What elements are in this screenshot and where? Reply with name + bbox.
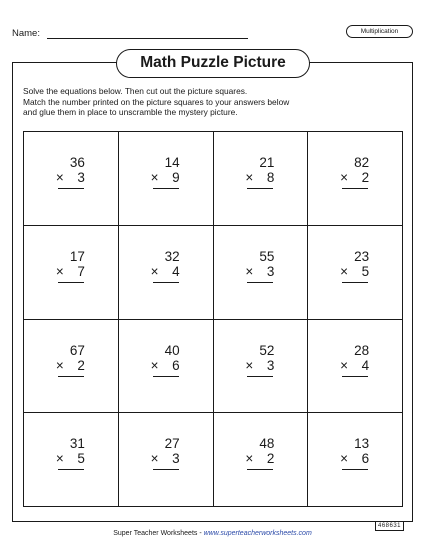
- multiplier: 5: [361, 263, 370, 279]
- puzzle-square: [214, 320, 309, 414]
- answer-line: [247, 469, 273, 470]
- multiplier: 6: [172, 357, 180, 373]
- worksheet-code: 468631: [375, 521, 404, 531]
- puzzle-square: [308, 132, 403, 226]
- multiplier: 3: [266, 357, 275, 373]
- times-sign: ×: [340, 170, 349, 185]
- page-title: Math Puzzle Picture: [116, 49, 310, 78]
- answer-line: [58, 376, 84, 377]
- multiplicand: 40: [164, 342, 180, 358]
- puzzle-square: [308, 320, 403, 414]
- subject-badge: Multiplication: [346, 25, 413, 38]
- multiplier-row: [340, 170, 370, 185]
- multiplier-row: [151, 358, 181, 373]
- multiplicand: 82: [354, 155, 370, 170]
- instructions: [23, 86, 403, 118]
- multiplier-row: [151, 264, 181, 279]
- multiplication-problem: [245, 155, 275, 189]
- times-sign: ×: [340, 451, 349, 467]
- multiplier-row: [340, 264, 370, 279]
- puzzle-square: [214, 226, 309, 320]
- multiplier-row: [245, 170, 275, 185]
- multiplier-row: [56, 170, 86, 185]
- multiplication-problem: [340, 436, 370, 470]
- times-sign: ×: [340, 357, 349, 373]
- answer-line: [58, 188, 84, 189]
- multiplicand: 14: [164, 155, 180, 170]
- answer-line: [247, 376, 273, 377]
- multiplier: 3: [77, 170, 85, 185]
- times-sign: ×: [55, 451, 64, 467]
- puzzle-square: [24, 413, 119, 507]
- problem-grid: [23, 131, 403, 507]
- puzzle-square: [119, 320, 214, 414]
- puzzle-square: [214, 132, 309, 226]
- multiplication-problem: [340, 343, 370, 377]
- times-sign: ×: [150, 357, 159, 373]
- multiplication-problem: [245, 249, 275, 283]
- times-sign: ×: [150, 170, 159, 185]
- multiplier-row: [340, 358, 370, 373]
- name-line: [47, 38, 248, 39]
- times-sign: ×: [55, 263, 64, 279]
- answer-line: [153, 469, 179, 470]
- puzzle-square: [214, 413, 309, 507]
- puzzle-square: [308, 226, 403, 320]
- multiplier: 2: [266, 451, 275, 467]
- multiplicand: 55: [259, 248, 275, 264]
- multiplier: 5: [77, 451, 85, 467]
- answer-line: [153, 376, 179, 377]
- multiplicand: 17: [69, 248, 85, 264]
- answer-line: [342, 469, 368, 470]
- times-sign: ×: [340, 263, 349, 279]
- answer-line: [247, 188, 273, 189]
- answer-line: [58, 282, 84, 283]
- multiplier-row: [56, 451, 86, 466]
- multiplier: 3: [172, 451, 180, 467]
- multiplication-problem: [340, 155, 370, 189]
- multiplicand: 48: [259, 436, 275, 452]
- multiplication-problem: [245, 343, 275, 377]
- answer-line: [342, 376, 368, 377]
- puzzle-square: [308, 413, 403, 507]
- multiplier-row: [245, 264, 275, 279]
- puzzle-square: [119, 226, 214, 320]
- multiplier: 9: [172, 170, 180, 185]
- multiplication-problem: [151, 155, 181, 189]
- puzzle-square: [119, 132, 214, 226]
- answer-line: [153, 188, 179, 189]
- multiplier: 3: [266, 263, 275, 279]
- answer-line: [58, 469, 84, 470]
- multiplier-row: [151, 170, 181, 185]
- multiplication-problem: [151, 436, 181, 470]
- multiplier: 7: [77, 263, 85, 279]
- multiplicand: 36: [69, 155, 85, 170]
- multiplicand: 31: [69, 436, 85, 452]
- times-sign: ×: [55, 357, 64, 373]
- answer-line: [247, 282, 273, 283]
- multiplication-problem: [245, 436, 275, 470]
- multiplicand: 28: [354, 342, 370, 358]
- multiplicand: 52: [259, 342, 275, 358]
- multiplier: 6: [361, 451, 370, 467]
- footer-url[interactable]: www.superteacherworksheets.com: [203, 530, 312, 537]
- multiplication-problem: [340, 249, 370, 283]
- name-label: Name:: [12, 28, 40, 39]
- puzzle-square: [24, 320, 119, 414]
- puzzle-square: [24, 226, 119, 320]
- multiplier-row: [340, 451, 370, 466]
- multiplier: 2: [361, 170, 370, 185]
- multiplicand: 21: [259, 155, 275, 170]
- multiplicand: 13: [354, 436, 370, 452]
- times-sign: ×: [245, 263, 254, 279]
- times-sign: ×: [150, 263, 159, 279]
- multiplication-problem: [56, 343, 86, 377]
- multiplier-row: [245, 358, 275, 373]
- multiplier-row: [56, 358, 86, 373]
- multiplicand: 23: [354, 248, 370, 264]
- times-sign: ×: [245, 170, 254, 185]
- times-sign: ×: [245, 357, 254, 373]
- multiplication-problem: [151, 249, 181, 283]
- multiplier: 8: [266, 170, 275, 185]
- answer-line: [342, 282, 368, 283]
- multiplier-row: [245, 451, 275, 466]
- multiplier: 4: [361, 357, 370, 373]
- answer-line: [342, 188, 368, 189]
- multiplier: 2: [77, 357, 85, 373]
- puzzle-square: [24, 132, 119, 226]
- instruction-line: Solve the equations below. Then cut out the picture squares.: [23, 86, 248, 96]
- multiplication-problem: [56, 436, 86, 470]
- footer-brand: Super Teacher Worksheets -: [113, 530, 204, 537]
- multiplication-problem: [56, 155, 86, 189]
- multiplicand: 67: [69, 342, 85, 358]
- multiplication-problem: [56, 249, 86, 283]
- multiplication-problem: [151, 343, 181, 377]
- puzzle-square: [119, 413, 214, 507]
- times-sign: ×: [55, 170, 64, 185]
- times-sign: ×: [150, 451, 159, 467]
- multiplicand: 32: [164, 248, 180, 264]
- instruction-line: Match the number printed on the picture squares to your answers below: [23, 96, 290, 107]
- answer-line: [153, 282, 179, 283]
- footer: [0, 530, 425, 537]
- times-sign: ×: [245, 451, 254, 467]
- multiplier-row: [56, 264, 86, 279]
- multiplicand: 27: [164, 436, 180, 452]
- multiplier: 4: [172, 263, 180, 279]
- instruction-line: and glue them in place to unscramble the mystery picture.: [23, 107, 238, 117]
- multiplier-row: [151, 451, 181, 466]
